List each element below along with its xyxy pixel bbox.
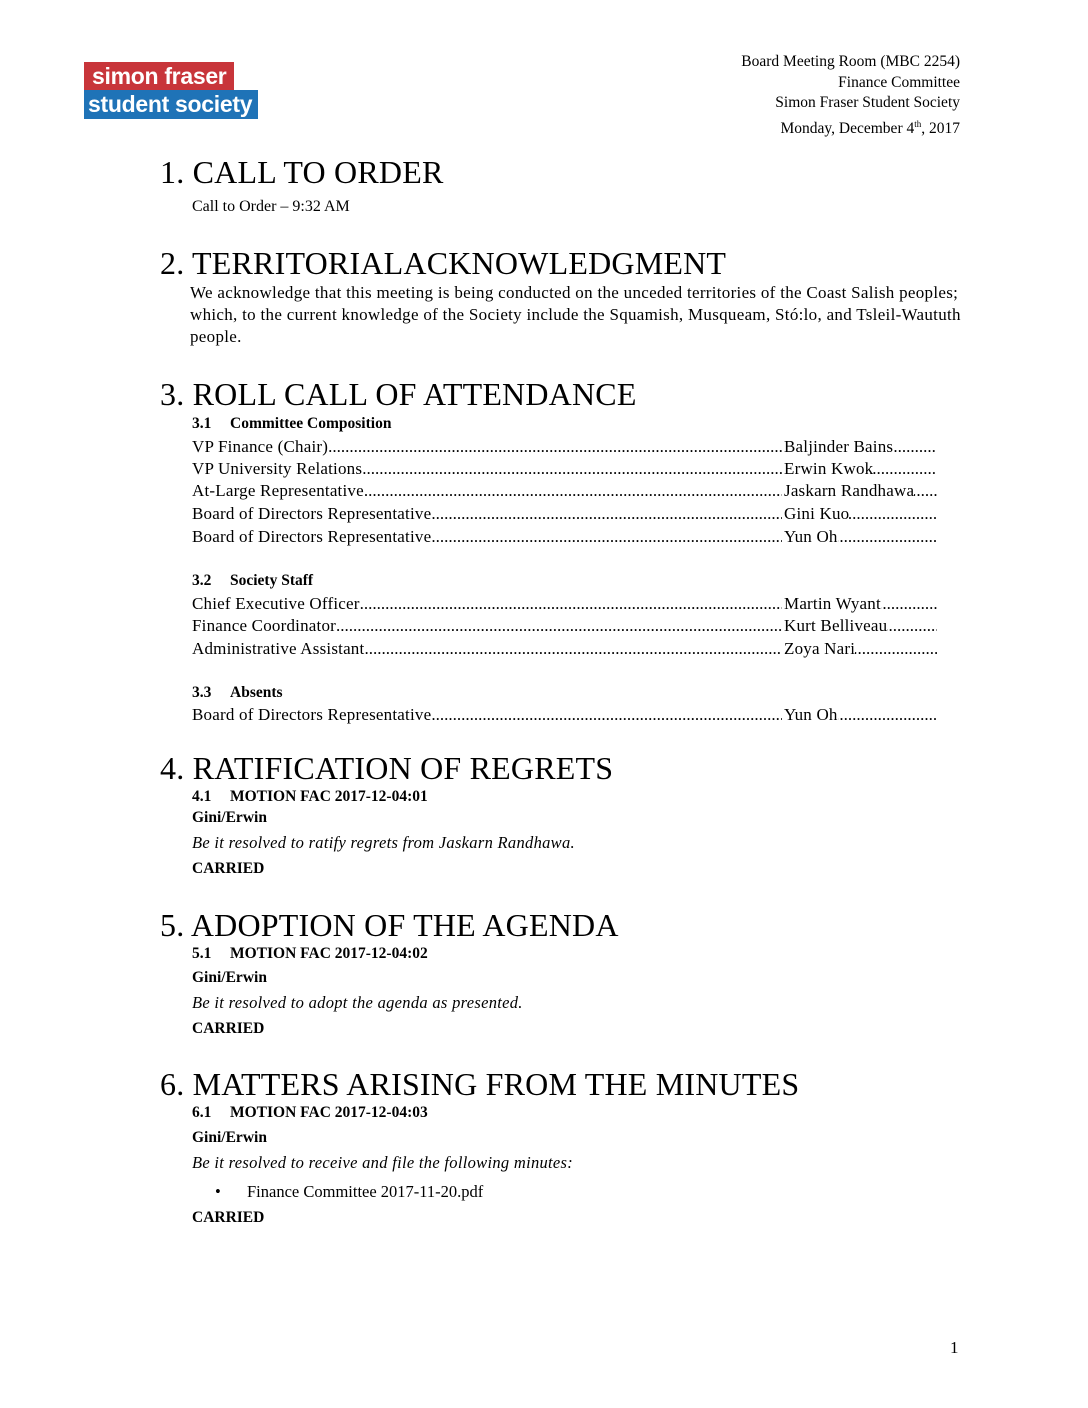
section-2-title: 2. TERRITORIALACKNOWLEDGMENT — [160, 245, 727, 281]
motion-text: Be it resolved to receive and file the following minutes: — [192, 1153, 574, 1172]
staff-row — [192, 593, 937, 615]
subsection-3-1 — [192, 414, 391, 434]
absent-role: Board of Directors Representative — [192, 705, 432, 724]
attendance-row — [192, 503, 937, 525]
leader-dots — [431, 526, 937, 548]
attendance-row — [192, 436, 937, 458]
staff-role: Finance Coordinator — [192, 616, 337, 635]
section-6-title: 6. MATTERS ARISING FROM THE MINUTES — [160, 1066, 800, 1102]
motion-id: MOTION FAC 2017-12-04:03 — [230, 1104, 428, 1121]
header-date-year: , 2017 — [921, 119, 960, 137]
staff-name: Martin Wyant — [784, 594, 881, 613]
subsection-3-2 — [192, 571, 313, 591]
motion-result: CARRIED — [192, 1209, 265, 1226]
leader-dots — [431, 704, 937, 726]
attendee-role: VP Finance (Chair) — [192, 437, 329, 456]
header-date-main: Monday, December 4 — [780, 119, 915, 137]
staff-role: Chief Executive Officer — [192, 594, 360, 613]
motion-movers: Gini/Erwin — [192, 809, 267, 826]
motion-number: 4.1 — [192, 788, 212, 805]
motion-heading — [192, 1103, 428, 1123]
absent-row — [192, 704, 937, 726]
subsection-number: 3.2 — [192, 572, 212, 589]
attendee-role: Board of Directors Representative — [192, 527, 432, 546]
minutes-file: Finance Committee 2017-11-20.pdf — [247, 1182, 484, 1201]
staff-row — [192, 615, 937, 637]
attendee-name: Jaskarn Randhawa — [784, 481, 915, 500]
motion-movers: Gini/Erwin — [192, 1129, 267, 1146]
logo-line-1: simon fraser — [84, 62, 234, 90]
header-committee: Finance Committee — [838, 73, 960, 91]
subsection-label: Society Staff — [230, 572, 314, 589]
attendance-row — [192, 480, 937, 502]
page-number: 1 — [950, 1338, 959, 1357]
header-location: Board Meeting Room (MBC 2254) — [741, 53, 960, 70]
attendee-name: Yun Oh — [784, 527, 838, 546]
attendee-role: VP University Relations — [192, 459, 363, 478]
header-organization: Simon Fraser Student Society — [775, 94, 960, 112]
staff-role: Administrative Assistant — [192, 639, 365, 658]
subsection-3-3 — [192, 683, 283, 703]
absent-name: Yun Oh — [784, 705, 838, 724]
header-date — [741, 114, 960, 140]
territorial-acknowledgment-text: We acknowledge that this meeting is being conducted on the unceded territories of the Coast Salish peoples; which, to the current knowledge of the Society include the Squamish, Musqueam, Stó:lo, and Tsleil-Waututh people. — [190, 283, 961, 346]
subsection-number: 3.3 — [192, 684, 212, 701]
section-4-title: 4. RATIFICATION OF REGRETS — [160, 750, 614, 786]
list-item — [215, 1181, 483, 1203]
attendance-row — [192, 526, 937, 548]
subsection-number: 3.1 — [192, 415, 212, 432]
motion-heading — [192, 944, 428, 964]
motion-heading — [192, 787, 428, 807]
logo-line-2: student society — [84, 90, 258, 119]
motion-text: Be it resolved to ratify regrets from Jaskarn Randhawa. — [192, 833, 575, 852]
motion-number: 5.1 — [192, 945, 212, 962]
leader-dots — [431, 503, 937, 525]
section-3-title: 3. ROLL CALL OF ATTENDANCE — [160, 376, 637, 412]
subsection-label: Absents — [230, 684, 283, 701]
staff-name: Zoya Nari — [784, 639, 856, 658]
attendee-role: At-Large Representative — [192, 481, 364, 500]
meeting-header — [741, 52, 960, 140]
staff-name: Kurt Belliveau — [784, 616, 888, 635]
header-date-sup: th — [914, 118, 922, 129]
attendee-role: Board of Directors Representative — [192, 504, 432, 523]
staff-row — [192, 638, 937, 660]
motion-id: MOTION FAC 2017-12-04:01 — [230, 788, 428, 805]
motion-result: CARRIED — [192, 860, 265, 877]
attendee-name: Baljinder Bains — [784, 437, 894, 456]
section-1-title: 1. CALL TO ORDER — [160, 154, 444, 190]
bullet-icon: • — [215, 1182, 221, 1201]
motion-number: 6.1 — [192, 1104, 212, 1121]
attendee-name: Gini Kuo — [784, 504, 850, 523]
motion-movers: Gini/Erwin — [192, 969, 267, 986]
attendee-name: Erwin Kwok — [784, 459, 874, 478]
sfss-logo — [84, 62, 258, 119]
motion-result: CARRIED — [192, 1020, 265, 1037]
section-5-title: 5. ADOPTION OF THE AGENDA — [160, 907, 619, 943]
attendance-row — [192, 458, 937, 480]
motion-id: MOTION FAC 2017-12-04:02 — [230, 945, 428, 962]
subsection-label: Committee Composition — [230, 415, 392, 432]
motion-text: Be it resolved to adopt the agenda as presented. — [192, 993, 523, 1012]
call-to-order-text: Call to Order – 9:32 AM — [192, 198, 350, 215]
